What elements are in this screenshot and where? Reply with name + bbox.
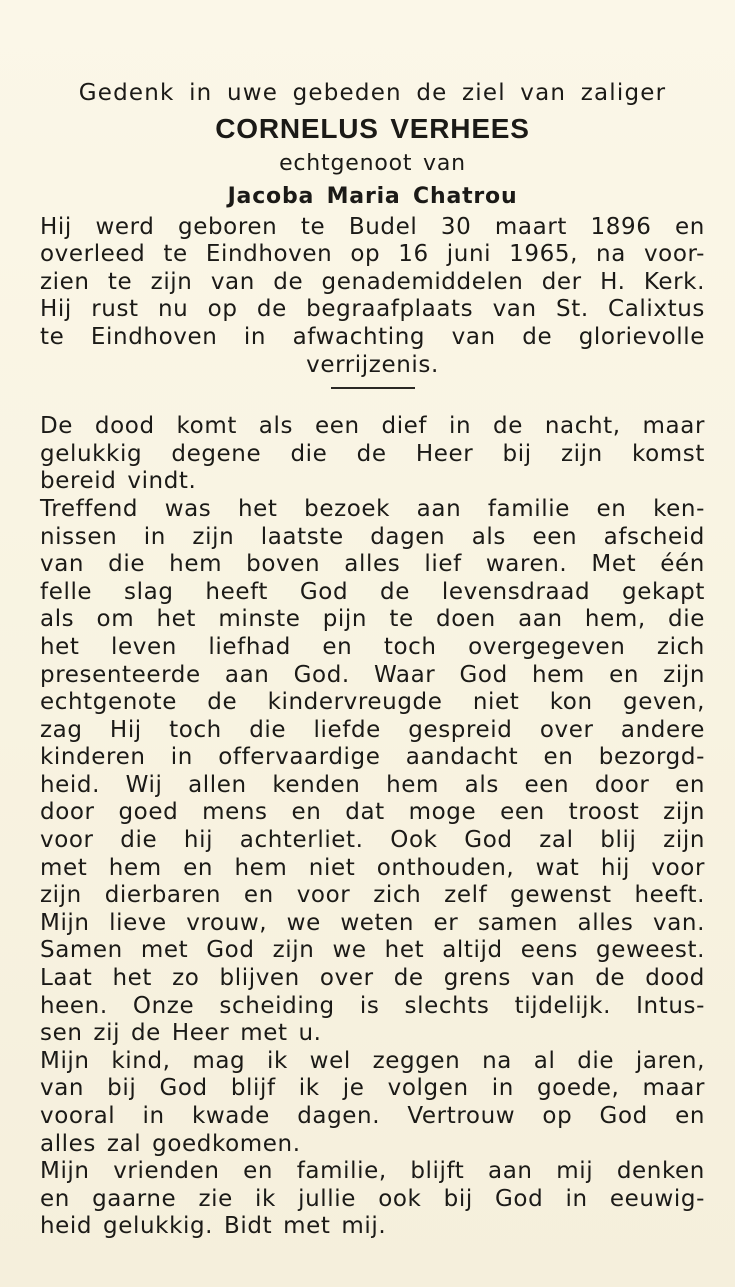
reflection-text: [40, 413, 705, 1241]
text-line: met hem en hem niet onthouden, wat hij voor: [40, 854, 705, 881]
separator-rule: [331, 387, 415, 389]
text-line: zijn dierbaren en voor zich zelf gewenst heeft.: [40, 882, 705, 909]
text-line: heid gelukkig. Bidt met mij.: [40, 1213, 387, 1240]
text-line: het leven liefhad en toch overgegeven zich: [40, 633, 705, 660]
text-line: en gaarne zie ik jullie ook bij God in eeuwig-: [40, 1185, 705, 1212]
text-line: sen zij de Heer met u.: [40, 1020, 322, 1047]
text-line: presenteerde aan God. Waar God hem en zijn: [40, 661, 705, 688]
bio-line: Hij rust nu op de begraafplaats van St. Calixtus: [40, 296, 705, 323]
intro-line: Gedenk in uwe gebeden de ziel van zaliger: [78, 80, 667, 106]
text-line: vooral in kwade dagen. Vertrouw op God en: [40, 1103, 705, 1129]
text-line: door goed mens en dat moge een troost zijn: [40, 799, 705, 826]
text-line: Mijn kind, mag ik wel zeggen na al die jaren,: [40, 1047, 705, 1074]
text-line: bereid vindt.: [40, 468, 197, 495]
bio-line: te Eindhoven in afwachting van de glorievolle: [40, 323, 705, 350]
text-line: heid. Wij allen kenden hem als een door en: [40, 771, 705, 798]
text-line: felle slag heeft God de levensdraad gekapt: [40, 578, 705, 605]
bio-line: overleed te Eindhoven op 16 juni 1965, na voor-: [40, 241, 705, 268]
text-line: kinderen in offervaardige aandacht en bezorgd-: [40, 744, 705, 771]
text-line: van die hem boven alles lief waren. Met één: [40, 551, 705, 578]
text-line: nissen in zijn laatste dagen als een afscheid: [40, 523, 705, 550]
text-line: Laat het zo blijven over de grens van de dood: [40, 965, 705, 992]
text-line: van bij God blijf ik je volgen in goede, maar: [40, 1075, 705, 1102]
biography: [40, 214, 705, 380]
text-line: Treffend was het bezoek aan familie en ken-: [40, 495, 705, 522]
text-line: alles zal goedkomen.: [40, 1130, 301, 1157]
text-line: voor die hij achterliet. Ook God zal blij zijn: [40, 827, 705, 854]
text-line: heen. Onze scheiding is slechts tijdelijk. Intus-: [40, 992, 705, 1019]
card-content: [40, 80, 705, 1241]
text-line: zag Hij toch die liefde gespreid over andere: [40, 716, 705, 743]
deceased-name: CORNELUS VERHEES: [215, 112, 530, 144]
text-line: De dood komt als een dief in de nacht, maar: [40, 413, 705, 440]
text-line: echtgenote de kindervreugde niet kon geven,: [40, 689, 705, 716]
spouse-name: Jacoba Maria Chatrou: [227, 183, 518, 209]
text-line: Mijn vrienden en familie, blijft aan mij denken: [40, 1158, 705, 1185]
text-line: Samen met God zijn we het altijd eens geweest.: [40, 937, 705, 964]
text-line: Mijn lieve vrouw, we weten er samen alles van.: [40, 909, 705, 936]
bio-line: Hij werd geboren te Budel 30 maart 1896 en: [40, 213, 705, 240]
bio-line: zien te zijn van de genademiddelen der H. Kerk.: [40, 268, 705, 295]
bio-last-line: verrijzenis.: [306, 351, 439, 378]
text-line: gelukkig degene die de Heer bij zijn komst: [40, 440, 705, 467]
text-line: als om het minste pijn te doen aan hem, die: [40, 606, 705, 633]
spouse-label: echtgenoot van: [279, 150, 466, 176]
